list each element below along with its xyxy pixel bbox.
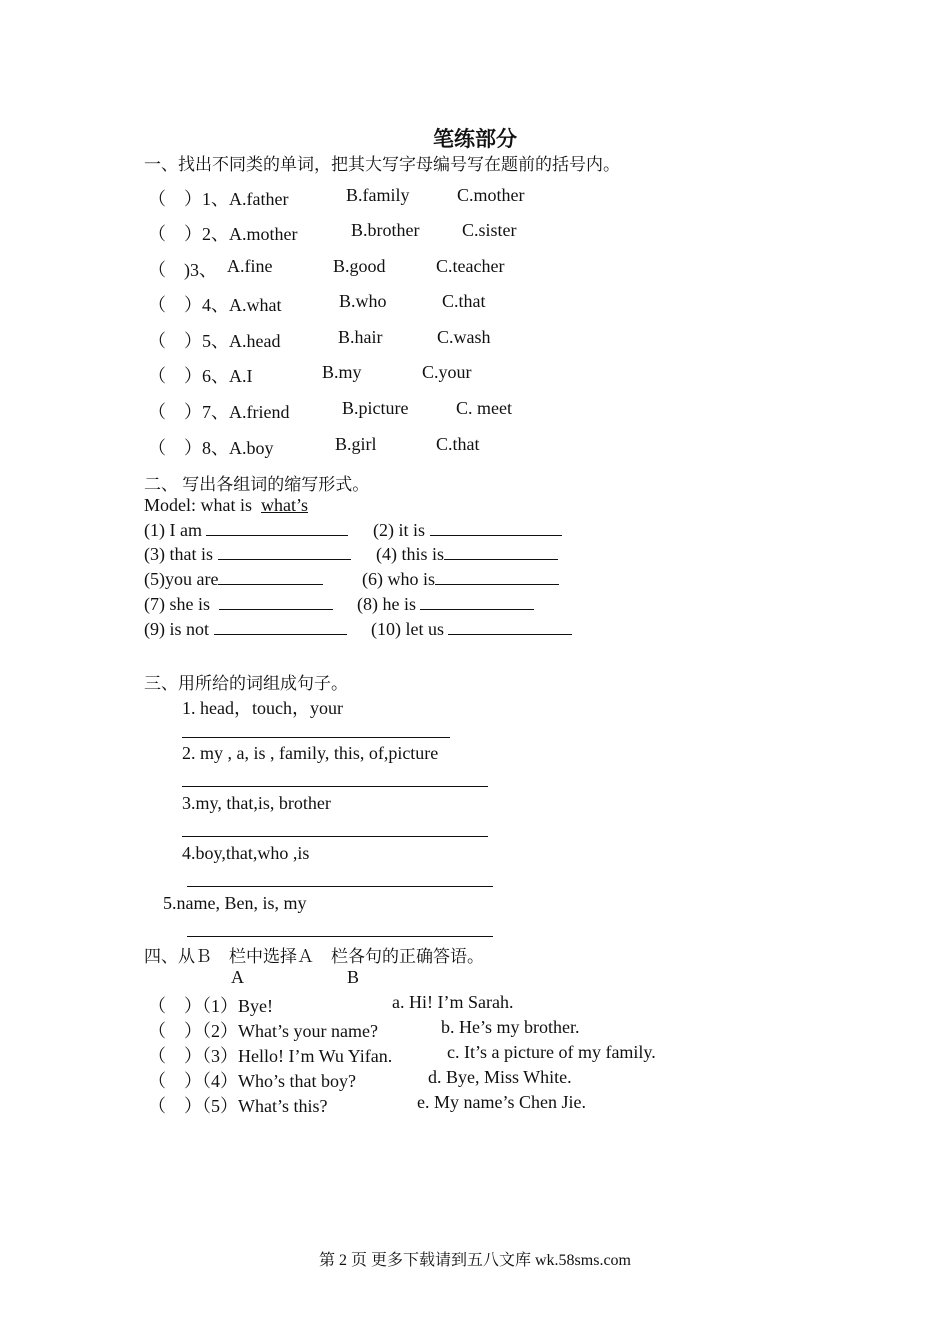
- contraction-prompt: (2) it is: [373, 520, 425, 540]
- option-b: B.my: [322, 362, 362, 382]
- option-b: B.who: [339, 291, 387, 311]
- match-row: [148, 1067, 356, 1093]
- match-answer: c. It’s a picture of my family.: [447, 1042, 656, 1062]
- answer-bracket[interactable]: （ ): [148, 260, 190, 280]
- option-c: C.that: [436, 434, 480, 454]
- option-b: B.good: [333, 256, 386, 276]
- match-answer: e. My name’s Chen Jie.: [417, 1092, 586, 1112]
- contraction-prompt: (3) that is: [144, 544, 213, 564]
- contraction-prompt: (10) let us: [371, 619, 444, 639]
- option-a: A.head: [229, 331, 281, 351]
- answer-bracket[interactable]: （ ）: [148, 1096, 202, 1116]
- answer-bracket[interactable]: （ ）: [148, 996, 202, 1016]
- option-b: B.brother: [351, 220, 420, 240]
- model-answer: what’s: [261, 495, 308, 515]
- option-a: A.fine: [227, 256, 273, 276]
- section-3-heading: 三、用所给的词组成句子。: [144, 674, 348, 693]
- option-c: C. meet: [456, 398, 512, 418]
- contraction-item: [144, 594, 333, 615]
- word-prompt: 4.boy,that,who ,is: [182, 843, 310, 863]
- question-row: [148, 220, 297, 246]
- option-c: C.teacher: [436, 256, 505, 276]
- section-1-heading: 一、找出不同类的单词，把其大写字母编号写在题前的括号内。: [144, 155, 620, 174]
- option-b: B.hair: [338, 327, 383, 347]
- page-footer: 第 2 页 更多下载请到五八文库 wk.58sms.com: [318, 1252, 631, 1269]
- answer-line[interactable]: [182, 836, 488, 837]
- contraction-prompt: (8) he is: [357, 594, 416, 614]
- contraction-item: [371, 619, 572, 640]
- answer-bracket[interactable]: （ ）: [148, 366, 202, 386]
- option-b: B.picture: [342, 398, 409, 418]
- match-number: （2）: [202, 1021, 238, 1041]
- answer-blank[interactable]: [218, 569, 323, 585]
- answer-blank[interactable]: [448, 619, 572, 635]
- word-prompt: 2. my , a, is , family, this, of,picture: [182, 743, 439, 763]
- match-answer: a. Hi! I’m Sarah.: [392, 992, 514, 1012]
- match-number: （5）: [202, 1096, 238, 1116]
- question-number: 8、: [202, 438, 229, 458]
- match-row: [148, 1017, 378, 1043]
- question-row: [148, 327, 280, 353]
- contraction-item: [362, 569, 559, 590]
- contraction-prompt: (4) this is: [376, 544, 445, 564]
- word-prompt: 5.name, Ben, is, my: [163, 893, 307, 913]
- contraction-item: [144, 569, 323, 590]
- answer-blank[interactable]: [420, 594, 534, 610]
- contraction-item: [144, 619, 347, 640]
- answer-bracket[interactable]: （ ）: [148, 224, 202, 244]
- answer-blank[interactable]: [430, 520, 562, 536]
- option-b: B.family: [346, 185, 410, 205]
- option-a: A.mother: [229, 224, 298, 244]
- question-row: [148, 185, 288, 211]
- option-c: C.your: [422, 362, 472, 382]
- match-question: Hello! I’m Wu Yifan.: [238, 1046, 393, 1066]
- answer-bracket[interactable]: （ ）: [148, 1071, 202, 1091]
- contraction-item: [373, 520, 562, 541]
- contraction-prompt: (6) who is: [362, 569, 435, 589]
- question-row: [148, 291, 282, 317]
- question-row: [148, 256, 217, 282]
- contraction-prompt: (7) she is: [144, 594, 210, 614]
- option-a: A.father: [229, 189, 289, 209]
- answer-bracket[interactable]: （ ）: [148, 438, 202, 458]
- column-b-label: B: [347, 967, 360, 987]
- match-row: [148, 1092, 327, 1118]
- question-number: 3、: [190, 260, 217, 280]
- answer-blank[interactable]: [219, 594, 333, 610]
- question-number: 2、: [202, 224, 229, 244]
- match-number: （1）: [202, 996, 238, 1016]
- question-number: 7、: [202, 402, 229, 422]
- option-c: C.that: [442, 291, 486, 311]
- option-a: A.boy: [229, 438, 274, 458]
- question-number: 1、: [202, 189, 229, 209]
- contraction-prompt: (5)you are: [144, 569, 219, 589]
- match-row: [148, 1042, 392, 1068]
- option-b: B.girl: [335, 434, 377, 454]
- question-row: [148, 398, 289, 424]
- contraction-item: [144, 544, 351, 565]
- answer-bracket[interactable]: （ ）: [148, 189, 202, 209]
- answer-line[interactable]: [182, 737, 450, 738]
- option-c: C.sister: [462, 220, 517, 240]
- answer-line[interactable]: [187, 886, 493, 887]
- model-label: Model: what is: [144, 495, 252, 515]
- column-a-label: A: [231, 967, 244, 987]
- contraction-prompt: (1) I am: [144, 520, 202, 540]
- question-row: [148, 362, 253, 388]
- answer-blank[interactable]: [444, 544, 558, 560]
- contraction-item: [357, 594, 534, 615]
- question-number: 6、: [202, 366, 229, 386]
- answer-blank[interactable]: [435, 569, 559, 585]
- match-answer: d. Bye, Miss White.: [428, 1067, 572, 1087]
- match-row: [148, 992, 273, 1018]
- match-answer: b. He’s my brother.: [441, 1017, 580, 1037]
- section-4-heading: 四、从Ｂ 栏中选择Ａ 栏各句的正确答语。: [144, 947, 484, 966]
- match-question: Bye!: [238, 996, 273, 1016]
- option-a: A.friend: [229, 402, 290, 422]
- match-number: （3）: [202, 1046, 238, 1066]
- answer-blank[interactable]: [214, 619, 347, 635]
- answer-bracket[interactable]: （ ）: [148, 402, 202, 422]
- contraction-item: [376, 544, 558, 565]
- option-a: A.I: [229, 366, 253, 386]
- option-c: C.mother: [457, 185, 525, 205]
- page-title: 笔练部分: [433, 127, 517, 151]
- answer-blank[interactable]: [218, 544, 351, 560]
- answer-blank[interactable]: [206, 520, 348, 536]
- match-question: What’s this?: [238, 1096, 328, 1116]
- model-line: [144, 495, 308, 516]
- answer-bracket[interactable]: （ ）: [148, 1021, 202, 1041]
- option-c: C.wash: [437, 327, 491, 347]
- question-number: 5、: [202, 331, 229, 351]
- option-a: A.what: [229, 295, 282, 315]
- answer-bracket[interactable]: （ ）: [148, 1046, 202, 1066]
- section-2-heading: 二、 写出各组词的缩写形式。: [144, 475, 370, 494]
- answer-bracket[interactable]: （ ）: [148, 331, 202, 351]
- answer-bracket[interactable]: （ ）: [148, 295, 202, 315]
- question-row: [148, 434, 274, 460]
- word-prompt: 3.my, that,is, brother: [182, 793, 331, 813]
- contraction-item: [144, 520, 348, 541]
- match-number: （4）: [202, 1071, 238, 1091]
- contraction-prompt: (9) is not: [144, 619, 209, 639]
- answer-line[interactable]: [187, 936, 493, 937]
- match-question: What’s your name?: [238, 1021, 378, 1041]
- answer-line[interactable]: [182, 786, 488, 787]
- match-question: Who’s that boy?: [238, 1071, 356, 1091]
- word-prompt: 1. head，touch，your: [182, 698, 343, 718]
- question-number: 4、: [202, 295, 229, 315]
